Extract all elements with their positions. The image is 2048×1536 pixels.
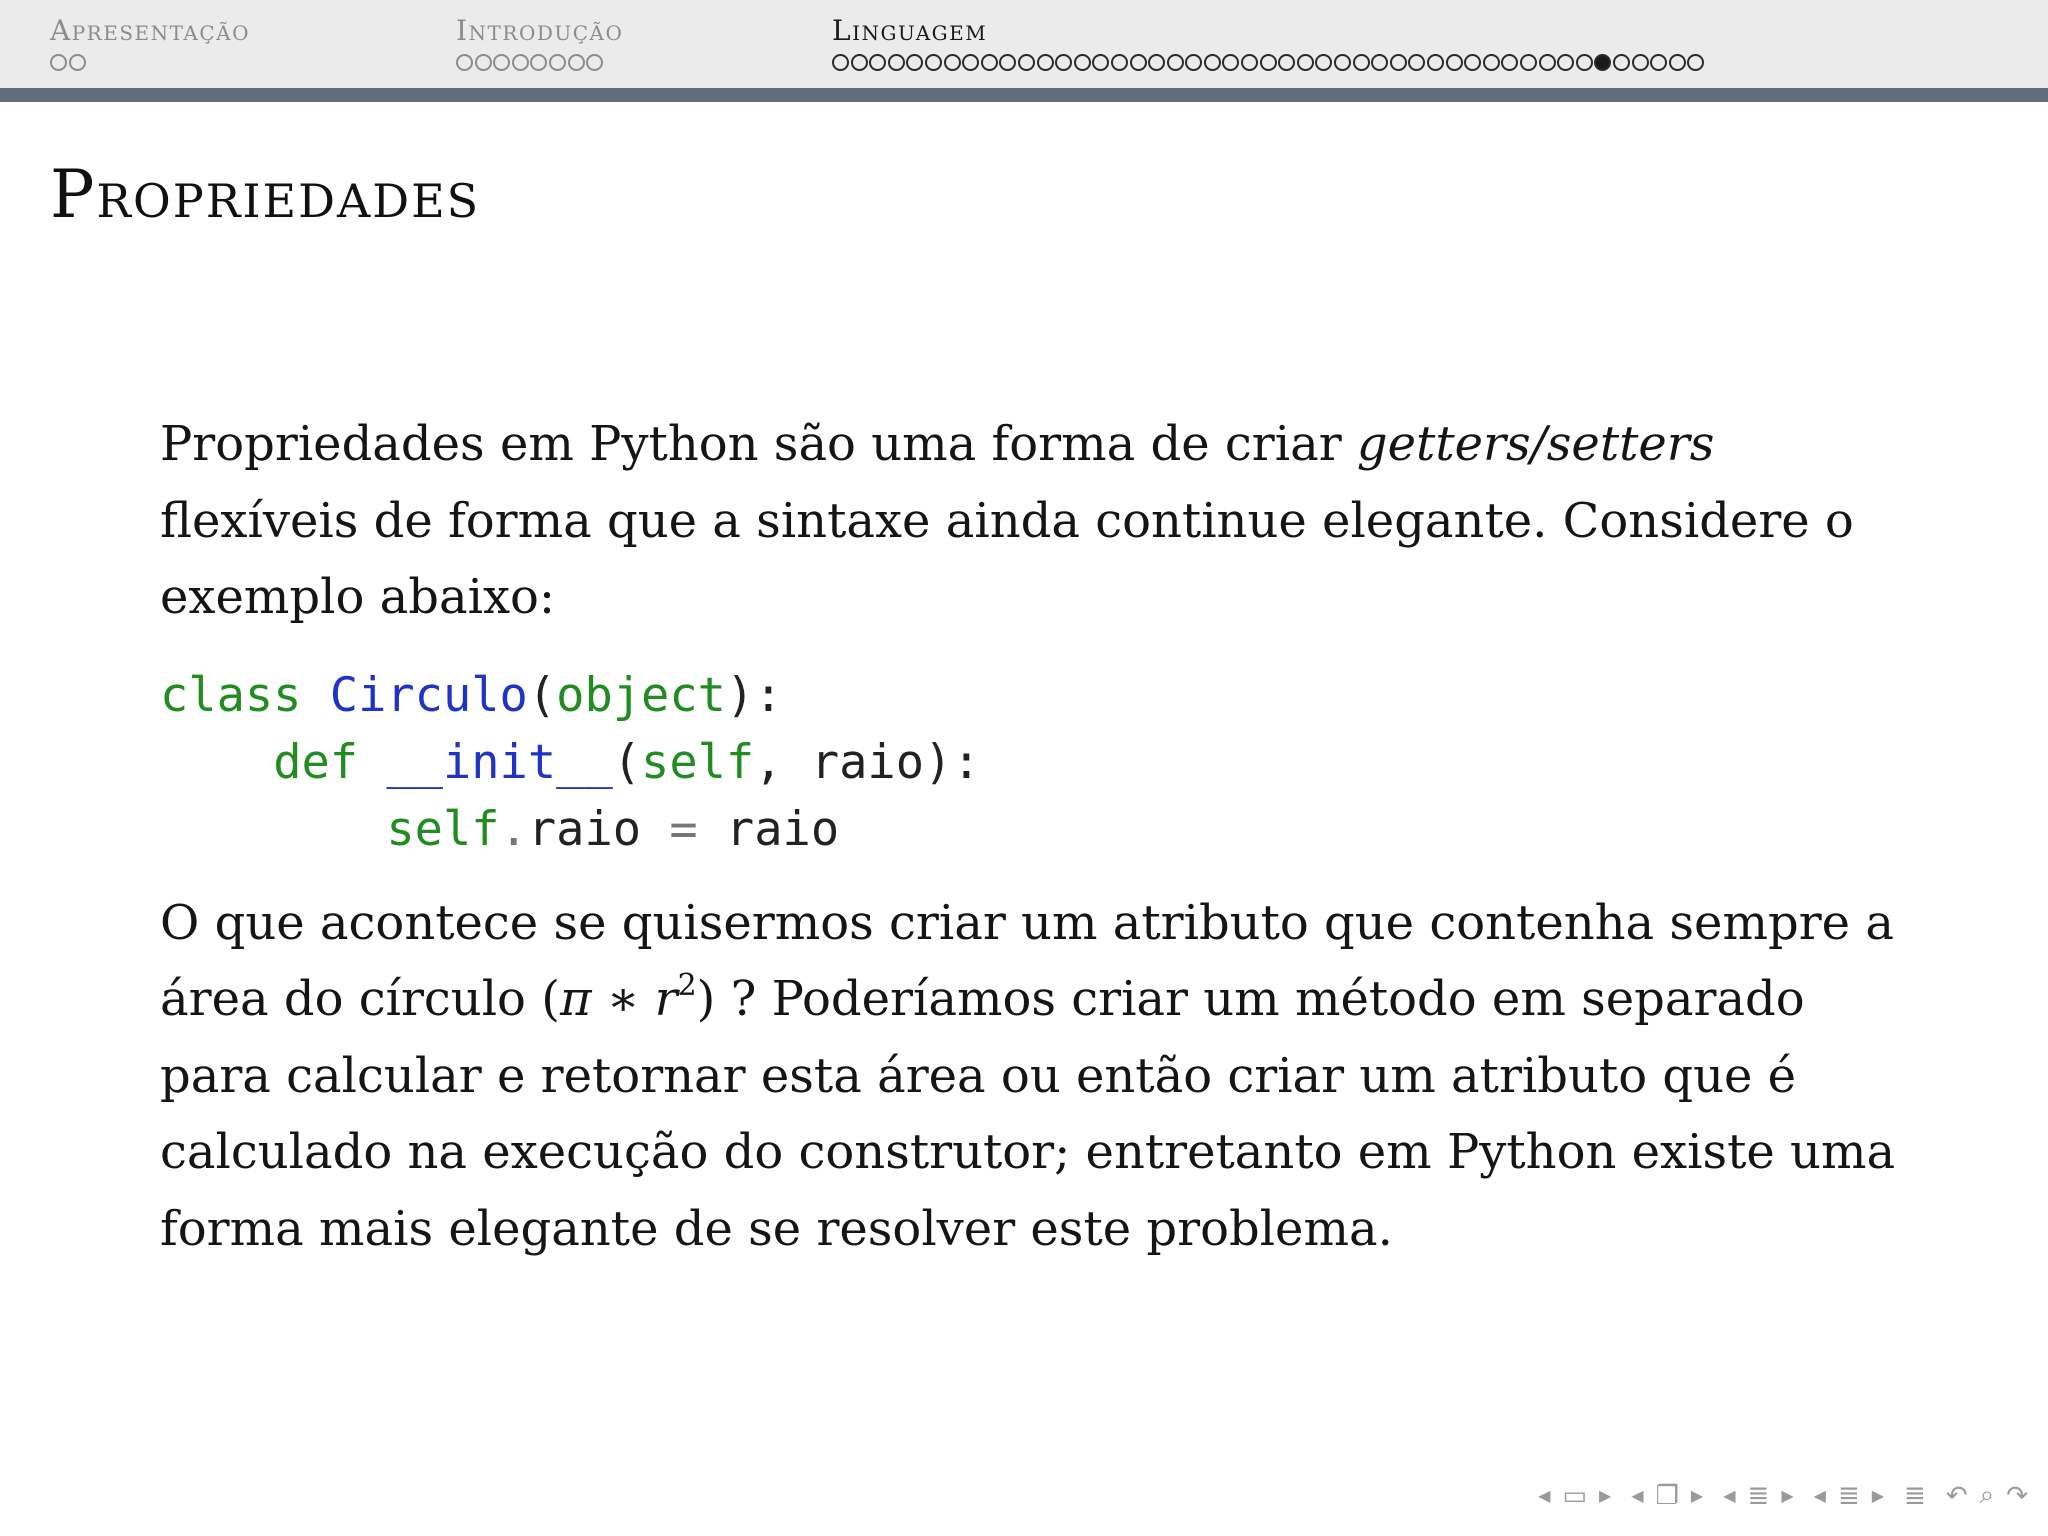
frame-dot[interactable] [906, 54, 923, 71]
nav-section-linguagem[interactable] [832, 0, 2032, 88]
frame-dot[interactable] [475, 54, 492, 71]
nav-subsection-group [1723, 1481, 1793, 1511]
self-ref: self [386, 801, 500, 857]
frame-dot[interactable] [530, 54, 547, 71]
redo-icon[interactable]: ↷ [2006, 1480, 2028, 1511]
section-icon[interactable]: ≣ [1837, 1480, 1860, 1511]
frame-dot[interactable] [1539, 54, 1556, 71]
slide-body [160, 406, 1920, 1267]
frame-dot[interactable] [1557, 54, 1574, 71]
nav-section-title: Linguagem [832, 14, 988, 47]
frame-dot[interactable] [888, 54, 905, 71]
math-pi: π [559, 971, 592, 1027]
document-icon[interactable]: ≣ [1904, 1480, 1926, 1511]
frame-dot[interactable] [1074, 54, 1091, 71]
frame-dot[interactable] [999, 54, 1016, 71]
class-name: Circulo [329, 667, 528, 723]
frame-dot[interactable] [1130, 54, 1147, 71]
frame-dot[interactable] [1148, 54, 1165, 71]
frame-dot[interactable] [1371, 54, 1388, 71]
previous-slide-icon[interactable]: ◀ [1538, 1486, 1551, 1505]
frame-dot[interactable] [1576, 54, 1593, 71]
frame-title: Propriedades [50, 156, 481, 233]
beamer-navigation-symbols [1538, 1480, 2028, 1511]
frame-dot[interactable] [962, 54, 979, 71]
nav-frame-group [1631, 1481, 1703, 1511]
frame-dot[interactable] [1390, 54, 1407, 71]
frame-dot[interactable] [1687, 54, 1704, 71]
frame-dot[interactable] [512, 54, 529, 71]
math-r: r [654, 971, 678, 1027]
keyword-class: class [160, 667, 302, 723]
header-divider [0, 88, 2048, 102]
frame-dot[interactable] [1520, 54, 1537, 71]
frame-dot[interactable] [1167, 54, 1184, 71]
frame-dot[interactable] [586, 54, 603, 71]
frame-dot[interactable] [1204, 54, 1221, 71]
intro-emphasis: getters/setters [1356, 416, 1715, 472]
frame-dot[interactable] [981, 54, 998, 71]
frame-dot[interactable] [50, 54, 67, 71]
frame-dot[interactable] [1669, 54, 1686, 71]
frame-dot[interactable] [851, 54, 868, 71]
question-text-end: ) ? Poderíamos criar um método em separado para calcular e retornar esta área ou então criar um atributo que é calculado na execução do construtor; entretanto em Python existe uma forma mais elegante de se resolver este problema. [160, 971, 1896, 1257]
nav-section-dots[interactable] [832, 54, 1704, 71]
frame-dot[interactable] [1260, 54, 1277, 71]
frame-dot[interactable] [1297, 54, 1314, 71]
code-line-2 [160, 729, 1920, 796]
nav-section-apresentacao[interactable] [50, 0, 450, 88]
next-slide-icon[interactable]: ▶ [1598, 1486, 1612, 1505]
frame-dot[interactable] [1185, 54, 1202, 71]
frame-dot[interactable] [1427, 54, 1444, 71]
code-indent [160, 735, 273, 790]
frame-dot[interactable] [1501, 54, 1518, 71]
frame-dot[interactable] [944, 54, 961, 71]
frame-dot[interactable] [1018, 54, 1035, 71]
nav-section-dots[interactable] [50, 54, 86, 71]
question-text-start: O que acontece se quisermos criar um atributo que contenha sempre a área do círculo ( [160, 894, 1894, 1027]
code-punct: ( [527, 667, 557, 723]
code-attr: raio [527, 801, 670, 857]
math-formula [559, 968, 697, 1027]
nav-section-introducao[interactable] [456, 0, 856, 88]
next-subsection-icon[interactable]: ▶ [1781, 1486, 1794, 1505]
code-line-3 [160, 796, 1920, 863]
intro-paragraph [160, 406, 1920, 636]
undo-icon[interactable]: ↶ [1945, 1480, 1968, 1511]
frame-dot[interactable] [1334, 54, 1351, 71]
question-paragraph [160, 885, 1920, 1268]
next-section-icon[interactable]: ▶ [1871, 1486, 1885, 1505]
code-line-1 [160, 662, 1920, 729]
math-operator: ∗ [591, 971, 655, 1027]
frame-dot[interactable] [1613, 54, 1630, 71]
frame-dot[interactable] [1241, 54, 1258, 71]
nav-slide-group [1538, 1481, 1611, 1511]
slide-icon[interactable]: ▭ [1562, 1480, 1587, 1511]
frame-dot[interactable] [568, 54, 585, 71]
code-value: raio [697, 801, 840, 857]
frame-dot[interactable] [1446, 54, 1463, 71]
search-icon[interactable]: ⌕ [1979, 1480, 1995, 1510]
frame-dot[interactable] [1092, 54, 1109, 71]
nav-section-title: Apresentação [50, 14, 250, 47]
frame-icon[interactable]: ❐ [1655, 1480, 1679, 1511]
math-exponent: 2 [677, 968, 697, 1003]
frame-dot[interactable] [1650, 54, 1667, 71]
frame-dot[interactable] [1353, 54, 1370, 71]
frame-dot[interactable] [925, 54, 942, 71]
frame-dot[interactable] [1315, 54, 1332, 71]
previous-subsection-icon[interactable]: ◀ [1723, 1486, 1736, 1505]
code-operator: = [669, 801, 698, 857]
code-indent [160, 802, 386, 857]
frame-dot[interactable] [493, 54, 510, 71]
frame-dot[interactable] [1222, 54, 1239, 71]
self-param: self [641, 734, 755, 790]
base-class: object [556, 667, 726, 723]
frame-dot[interactable] [456, 54, 473, 71]
function-name: __init__ [386, 734, 613, 790]
code-dot: . [499, 801, 528, 857]
frame-dot[interactable] [1483, 54, 1500, 71]
previous-frame-icon[interactable]: ◀ [1631, 1486, 1644, 1505]
frame-dot[interactable] [1464, 54, 1481, 71]
frame-dot[interactable] [1278, 54, 1295, 71]
code-params: , raio): [754, 734, 981, 790]
previous-section-icon[interactable]: ◀ [1813, 1486, 1826, 1505]
frame-dot[interactable] [832, 54, 849, 71]
nav-section-group [1814, 1481, 1884, 1511]
code-punct: ( [612, 734, 642, 790]
keyword-def: def [273, 734, 359, 790]
frame-dot[interactable] [1408, 54, 1425, 71]
frame-dot[interactable] [869, 54, 886, 71]
intro-text-start: Propriedades em Python são uma forma de criar [160, 416, 1357, 472]
nav-section-dots[interactable] [456, 54, 603, 71]
code-punct: ): [725, 667, 783, 723]
subsection-icon[interactable]: ≣ [1747, 1480, 1770, 1511]
frame-dot[interactable] [1111, 54, 1128, 71]
intro-text-end: flexíveis de forma que a sintaxe ainda continue elegante. Considere o exemplo abaixo: [160, 492, 1854, 625]
section-navigation-bar [0, 0, 2048, 88]
current-frame-dot[interactable] [1594, 54, 1611, 71]
frame-dot[interactable] [1037, 54, 1054, 71]
next-frame-icon[interactable]: ▶ [1690, 1486, 1704, 1505]
nav-search-group [1946, 1480, 2028, 1511]
frame-dot[interactable] [1632, 54, 1649, 71]
nav-section-title: Introdução [456, 14, 624, 47]
code-block [160, 662, 1920, 863]
frame-dot[interactable] [69, 54, 86, 71]
frame-dot[interactable] [549, 54, 566, 71]
frame-dot[interactable] [1055, 54, 1072, 71]
